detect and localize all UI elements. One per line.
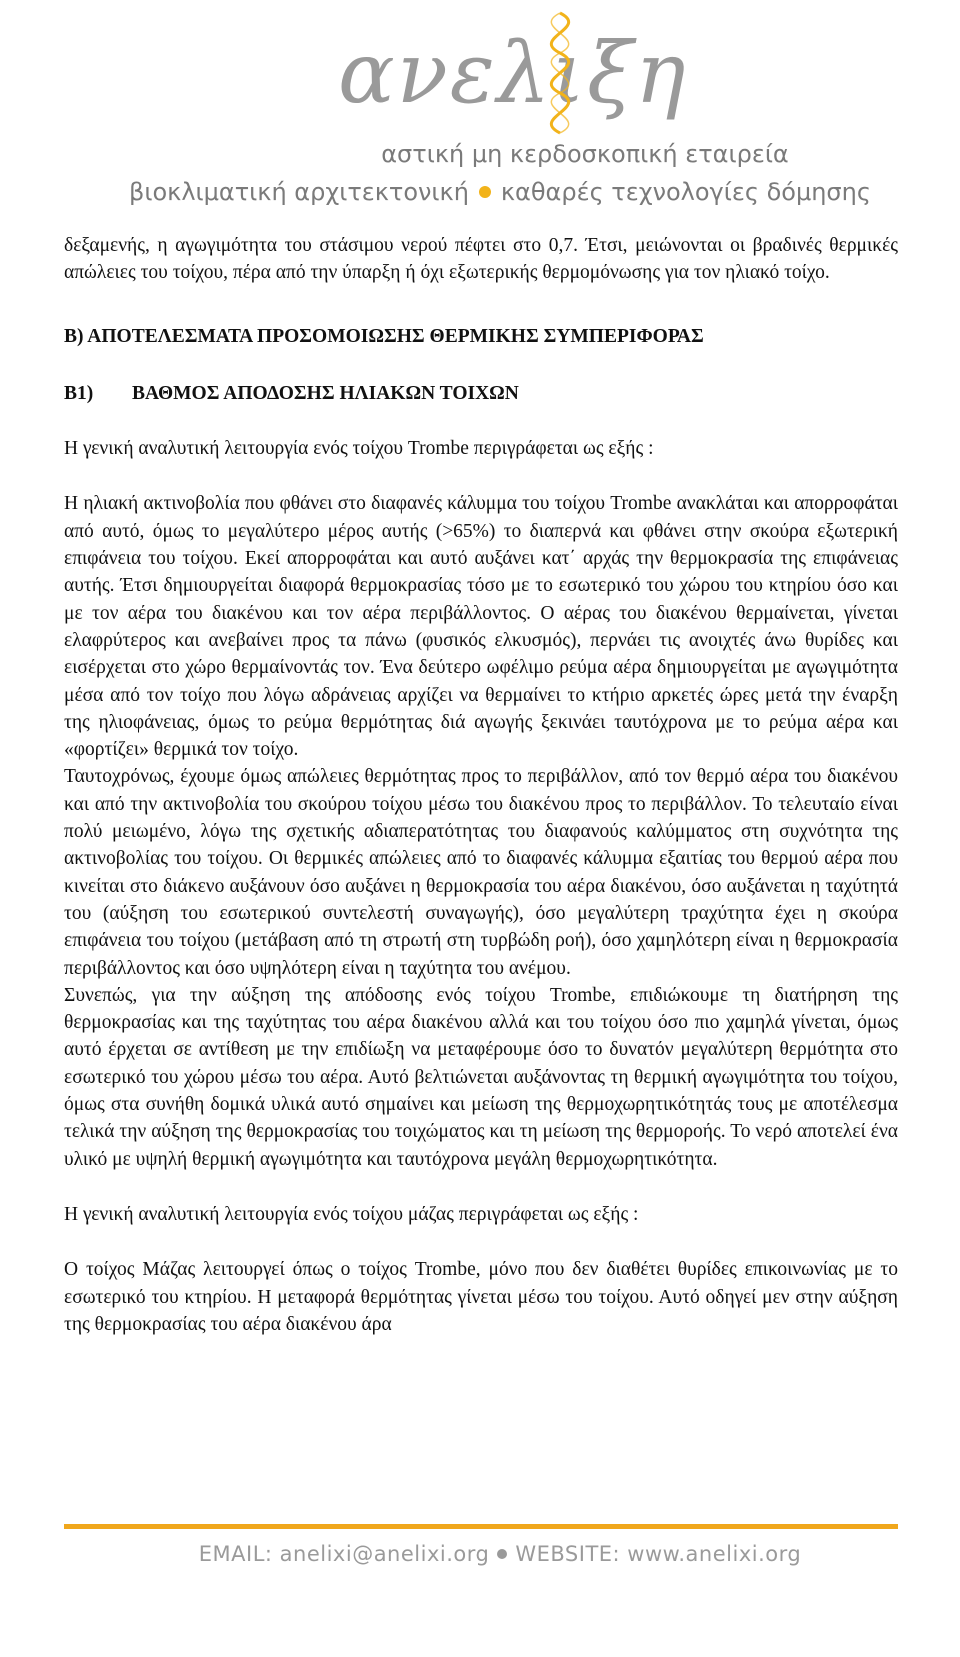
tagline-services: [0, 178, 960, 206]
bullet-dot-icon: [479, 186, 491, 198]
section-heading: Β) ΑΠΟΤΕΛΕΣΜΑΤΑ ΠΡΟΣΟΜΟΙΩΣΗΣ ΘΕΡΜΙΚΗΣ ΣΥΜΠΕΡΙΦΟΡΑΣ: [64, 325, 704, 347]
footer-email: EMAIL: anelixi@anelixi.org: [198, 1542, 490, 1566]
paragraph-4: Ταυτοχρόνως, έχουμε όμως απώλειες θερμότητας προς το περιβάλλον, από τον θερμό αέρα του διακένου και από την ακτινοβολία του σκούρου τοίχου μέσω του διακένου προς το περιβάλλον. Το τελευταίο είναι πολύ μειωμένο, λόγω της σχετικής αδιαπερατότητας του διαφανούς καλύμματος στη συχνότητα της ακτινοβολίας του τοίχου. Οι θερμικές απώλειες από το διαφανές κάλυμμα εξαιτίας του θερμού αέρα που κινείται στο διάκενο αυξάνουν όσο αυξάνει η θερμοκρασία του αέρα διακένου, όσο αυξάνεται η ταχύτητά του (αύξηση του εσωτερικού συντελεστή συναγωγής), όσο μεγαλύτερη τραχύτητα έχει η σκούρα επιφάνεια του τοίχου (μετάβαση από τη στρωτή στη τυρβώδη ροή), όσο χαμηλότερη είναι η θερμοκρασία περιβάλλοντος και όσο υψηλότερη είναι η ταχύτητα του ανέμου.: [64, 766, 898, 979]
tagline-left: βιοκλιματική αρχιτεκτονική: [129, 178, 469, 206]
paragraph-6: Η γενική αναλυτική λειτουργία ενός τοίχου μάζας περιγράφεται ως εξής :: [64, 1203, 639, 1225]
tagline-organization: αστική μη κερδοσκοπική εταιρεία: [381, 140, 789, 168]
subsection-heading: [64, 380, 898, 407]
paragraph-1: δεξαμενής, η αγωγιμότητα του στάσιμου νερού πέφτει στο 0,7. Έτσι, μειώνονται οι βραδινές θερμικές απώλειες του τοίχου, πέρα από την ύπαρξη ή όχι εξωτερικής θερμομόνωσης για τον ηλιακό τοίχο.: [64, 235, 898, 284]
logo-swirl-icon: [520, 8, 600, 138]
paragraph-5: Συνεπώς, για την αύξηση της απόδοσης ενός τοίχου Trombe, επιδιώκουμε τη διατήρηση της θερμοκρασίας και της ταχύτητας του αέρα διακένου αλλά και του τοίχου όσο πιο χαμηλά γίνεται, όμως αυτό έρχεται σε αντίθεση με την επιδίωξη να μεταφέρουμε όσο το δυνατόν μεγαλύτερη θερμότητα στο εσωτερικό του χώρου μέσω του αέρα. Αυτό βελτιώνεται αυξάνοντας τη θερμική αγωγιμότητα του τοίχου, όμως στα συνήθη δομικά υλικά αυτό σημαίνει και μείωση της θερμοχωρητικότητάς τους με αποτέλεσμα τελικά την αύξηση της θερμοκρασίας του τοιχώματος και τη μείωση της θερμοροής. Το νερό αποτελεί ένα υλικό με υψηλή θερμική αγωγιμότητα και ταυτόχρονα μεγάλη θερμοχωρητικότητα.: [64, 984, 898, 1170]
bullet-dot-icon: [497, 1549, 507, 1559]
paragraph-2: Η γενική αναλυτική λειτουργία ενός τοίχου Trombe περιγράφεται ως εξής :: [64, 438, 654, 460]
logo-wordmark: ανελιξη: [338, 24, 688, 122]
tagline-right: καθαρές τεχνολογίες δόμησης: [500, 178, 871, 206]
subsection-number: Β1): [64, 382, 94, 404]
footer-website: WEBSITE: www.anelixi.org: [515, 1542, 802, 1566]
subsection-title: ΒΑΘΜΟΣ ΑΠΟΔΟΣΗΣ ΗΛΙΑΚΩΝ ΤΟΙΧΩΝ: [132, 382, 519, 404]
document-body: [64, 232, 898, 1338]
letterhead: [0, 0, 960, 215]
footer-contact: [0, 1542, 960, 1566]
paragraph-3: Η ηλιακή ακτινοβολία που φθάνει στο διαφανές κάλυμμα του τοίχου Trombe ανακλάται και απορροφάται από αυτό, όμως το μεγαλύτερο μέρος αυτής (>65%) το διαπερνά και φθάνει στην σκούρα εξωτερική επιφάνεια του τοίχου. Εκεί απορροφάται και αυτό αυξάνει κατ΄ αρχάς την θερμοκρασία της επιφάνειας αυτής. Έτσι δημιουργείται διαφορά θερμοκρασίας τόσο με το εσωτερικό του χώρου του κτηρίου όσο και με τον αέρα του διακένου και τον αέρα περιβάλλοντος. Ο αέρας του διακένου θερμαίνεται, γίνεται ελαφρύτερος και ανεβαίνει προς τα πάνω (φυσικός ελκυσμός), περνάει τις ανοιχτές άνω θυρίδες και εισέρχεται στο χώρο θερμαίνοντάς τον. Ένα δεύτερο ωφέλιμο ρεύμα αέρα δημιουργείται με αγωγιμότητα μέσα από τον τοίχο που λόγω αδράνειας αρχίζει να θερμαίνει το κτήριο αρκετές ώρες μετά την έναρξη της ηλιοφάνειας, όμως το ρεύμα θερμότητας διά αγωγής ξεκινάει ταυτόχρονα με το ρεύμα αέρα και «φορτίζει» θερμικά τον τοίχο.: [64, 493, 898, 761]
footer-divider: [64, 1524, 898, 1529]
paragraph-7: Ο τοίχος Μάζας λειτουργεί όπως ο τοίχος Trombe, μόνο που δεν διαθέτει θυρίδες επικοινωνίας με το εσωτερικό του κτηρίου. Η μεταφορά θερμότητας γίνεται μέσω του τοίχου. Αυτό οδηγεί μεν στην αύξηση της θερμοκρασίας του αέρα διακένου άρα: [64, 1259, 898, 1335]
